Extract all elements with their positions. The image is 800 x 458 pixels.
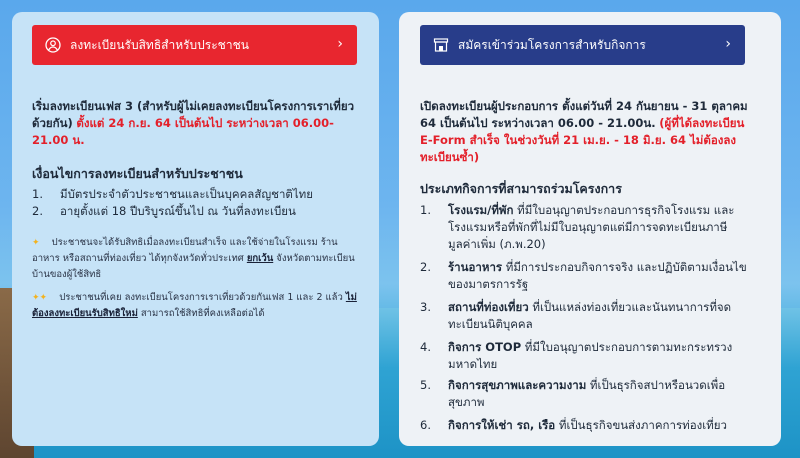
list-item: 6. กิจการให้เช่า รถ, เรือ ที่เป็นธุรกิจขนส่งภาคการท่องเที่ยว [420, 418, 727, 432]
citizen-card [12, 12, 379, 446]
business-types-list [420, 202, 755, 434]
no-reregister-link[interactable]: ไม่ต้องลงทะเบียนรับสิทธิใหม่ [32, 292, 357, 319]
list-item: 1. โรงแรม/ที่พัก ที่มีใบอนุญาตประกอบการธุรกิจโรงแรม และโรงแรมหรือที่พักที่ไม่มีใบอนุญาตแต่มีการจดทะเบียนภาษีมูลค่าเพิ่ม (ภ.พ.20) [420, 203, 735, 251]
list-item: 4. กิจการ OTOP ที่มีใบอนุญาตประกอบการตามทะกระทรวงมหาดไทย [420, 340, 733, 371]
list-item: 1. มีบัตรประจำตัวประชาชนและเป็นบุคคลสัญชาติไทย [32, 187, 313, 201]
citizen-conditions-list [32, 186, 352, 220]
business-register-button[interactable] [420, 25, 745, 65]
store-icon [432, 36, 450, 54]
business-intro-bold: เปิดลงทะเบียนผู้ประกอบการ ตั้งแต่วันที่ 24 กันยายน - 31 ตุลาคม 64 เป็นต้นไป ระหว่างเวลา 06.00 - 21.00น. [420, 99, 748, 130]
business-types-title: ประเภทกิจการที่สามารถร่วมโครงการ [420, 181, 622, 196]
user-icon [44, 36, 62, 54]
citizen-register-label: ลงทะเบียนรับสิทธิสำหรับประชาชน [70, 37, 249, 52]
star-icon: ✦ [32, 238, 40, 248]
chevron-right-icon: › [337, 36, 343, 52]
citizen-conditions-title: เงื่อนไขการลงทะเบียนสำหรับประชาชน [32, 166, 243, 181]
list-item: 5. กิจการสุขภาพและความงาม ที่เป็นธุรกิจสปาหรือนวดเพื่อสุขภาพ [420, 378, 726, 409]
citizen-note-1: ✦ ประชาชนจะได้รับสิทธิเมื่อลงทะเบียนสำเร็จ และใช้จ่ายในโรงแรม ร้านอาหาร หรือสถานที่ท่องเที่ยว ได้ทุกจังหวัดทั่วประเทศ ยกเว้น จังหวัดตามทะเบียนบ้านของผู้ใช้สิทธิ [32, 237, 355, 280]
business-intro [420, 98, 760, 166]
citizen-note-2: ✦✦ ประชาชนที่เคย ลงทะเบียนโครงการเราเที่ยวด้วยกันเฟส 1 และ 2 แล้ว ไม่ต้องลงทะเบียนรับสิทธิใหม่ สามารถใช้สิทธิที่คงเหลือต่อได้ [32, 292, 357, 319]
citizen-intro [32, 98, 364, 149]
chevron-right-icon: › [725, 36, 731, 52]
list-item: 2. ร้านอาหาร ที่มีการประกอบกิจการจริง และปฏิบัติตามเงื่อนไขของมาตรการรัฐ [420, 260, 747, 291]
star-icon: ✦✦ [32, 293, 48, 303]
citizen-intro-time: ตั้งแต่ 24 ก.ย. 64 เป็นต้นไป ระหว่างเวลา 06.00-21.00 น. [32, 116, 334, 147]
citizen-intro-bold: เริ่มลงทะเบียนเฟส 3 (สำหรับผู้ไม่เคยลงทะเบียนโครงการเราเที่ยวด้วยกัน) [32, 99, 355, 130]
business-register-label: สมัครเข้าร่วมโครงการสำหรับกิจการ [458, 37, 646, 52]
list-item: 2. อายุตั้งแต่ 18 ปีบริบูรณ์ขึ้นไป ณ วันที่ลงทะเบียน [32, 204, 296, 218]
citizen-register-button[interactable] [32, 25, 357, 65]
business-intro-note: (ผู้ที่ได้ลงทะเบียน E-Form สำเร็จ ในช่วงวันที่ 21 เม.ย. - 18 มิ.ย. 64 ไม่ต้องลงทะเบียนซ้ำ) [420, 116, 745, 164]
except-link[interactable]: ยกเว้น [246, 253, 274, 264]
list-item: 3. สถานที่ท่องเที่ยว ที่เป็นแหล่งท่องเที่ยวและนันทนาการที่จดทะเบียนนิติบุคคล [420, 300, 732, 331]
